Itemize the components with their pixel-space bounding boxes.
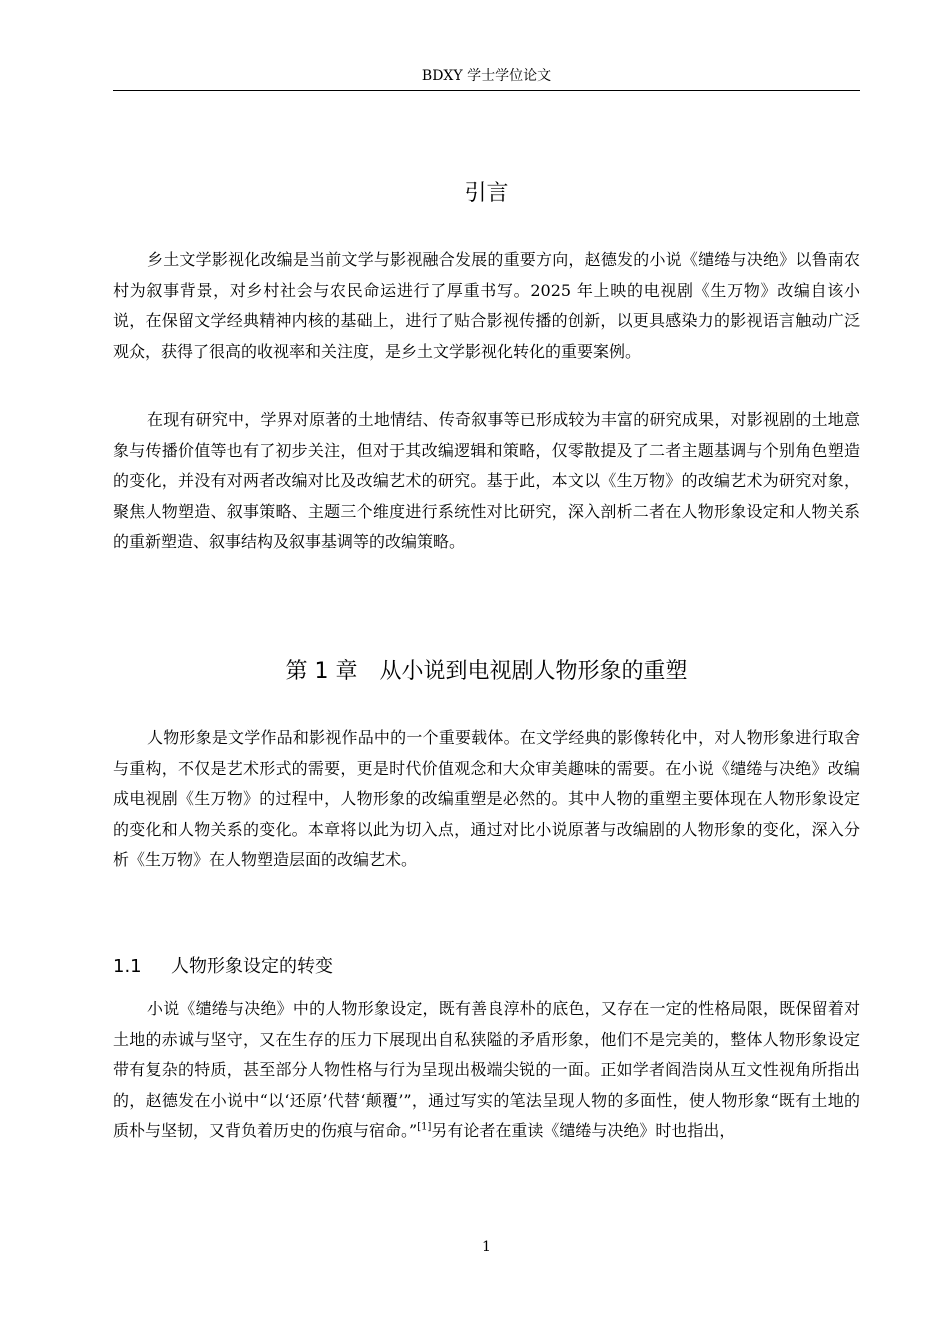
intro-title: 引言: [464, 181, 509, 206]
section-number: 1.1: [113, 956, 142, 977]
intro-paragraph-2: 在现有研究中，学界对原著的土地情结、传奇叙事等已形成较为丰富的研究成果，对影视剧的土地意象与传播价值等也有了初步关注，但对于其改编逻辑和策略，仅零散提及了二者主题基调与个别角色塑造的变化，并没有对两者改编对比及改编艺术的研究。基于此，本文以《生万物》的改编艺术为研究对象，聚焦人物塑造、叙事策略、主题三个维度进行系统性对比研究，深入剖析二者在人物形象设定和人物关系的重新塑造、叙事结构及叙事基调等的改编策略。: [113, 410, 860, 551]
section-paragraph-continuation: 另有论者在重读《缱绻与决绝》时也指出，: [431, 1121, 736, 1140]
citation-marker[interactable]: [1]: [417, 1121, 432, 1133]
intro-paragraph-1: 乡土文学影视化改编是当前文学与影视融合发展的重要方向，赵德发的小说《缱绻与决绝》以鲁南农村为叙事背景，对乡村社会与农民命运进行了厚重书写。2025 年上映的电视剧《生万物》改编自该小说，在保留文学经典精神内核的基础上，进行了贴合影视传播的创新，以更具感染力的影视语言触动广泛观众，获得了很高的收视率和关注度，是乡土文学影视化转化的重要案例。: [113, 250, 860, 361]
section-title: 人物形象设定的转变: [171, 956, 333, 977]
page-number: 1: [482, 1239, 491, 1255]
section-heading: [113, 954, 333, 980]
header-divider: [113, 90, 860, 91]
section-paragraph: [113, 994, 860, 1147]
chapter-paragraph: 人物形象是文学作品和影视作品中的一个重要载体。在文学经典的影像转化中，对人物形象进行取舍与重构，不仅是艺术形式的需要，更是时代价值观念和大众审美趣味的需要。在小说《缱绻与决绝》改编成电视剧《生万物》的过程中，人物形象的改编重塑是必然的。其中人物的重塑主要体现在人物形象设定的变化和人物关系的变化。本章将以此为切入点，通过对比小说原著与改编剧的人物形象的变化，深入分析《生万物》在人物塑造层面的改编艺术。: [113, 728, 860, 869]
section-paragraph-text: 小说《缱绻与决绝》中的人物形象设定，既有善良淳朴的底色，又存在一定的性格局限，既保留着对土地的赤诚与坚守，又在生存的压力下展现出自私狭隘的矛盾形象，他们不是完美的，整体人物形象设定带有复杂的特质，甚至部分人物性格与行为呈现出极端尖锐的一面。正如学者阎浩岗从互文性视角所指出的，赵德发在小说中“以‘还原’代替‘颠覆’”，通过写实的笔法呈现人物的多面性，使人物形象“既有土地的质朴与坚韧，又背负着历史的伤痕与宿命。”: [113, 999, 860, 1140]
chapter-title: 第 1 章 从小说到电视剧人物形象的重塑: [285, 659, 688, 684]
running-header: BDXY 学士学位论文: [421, 68, 552, 84]
